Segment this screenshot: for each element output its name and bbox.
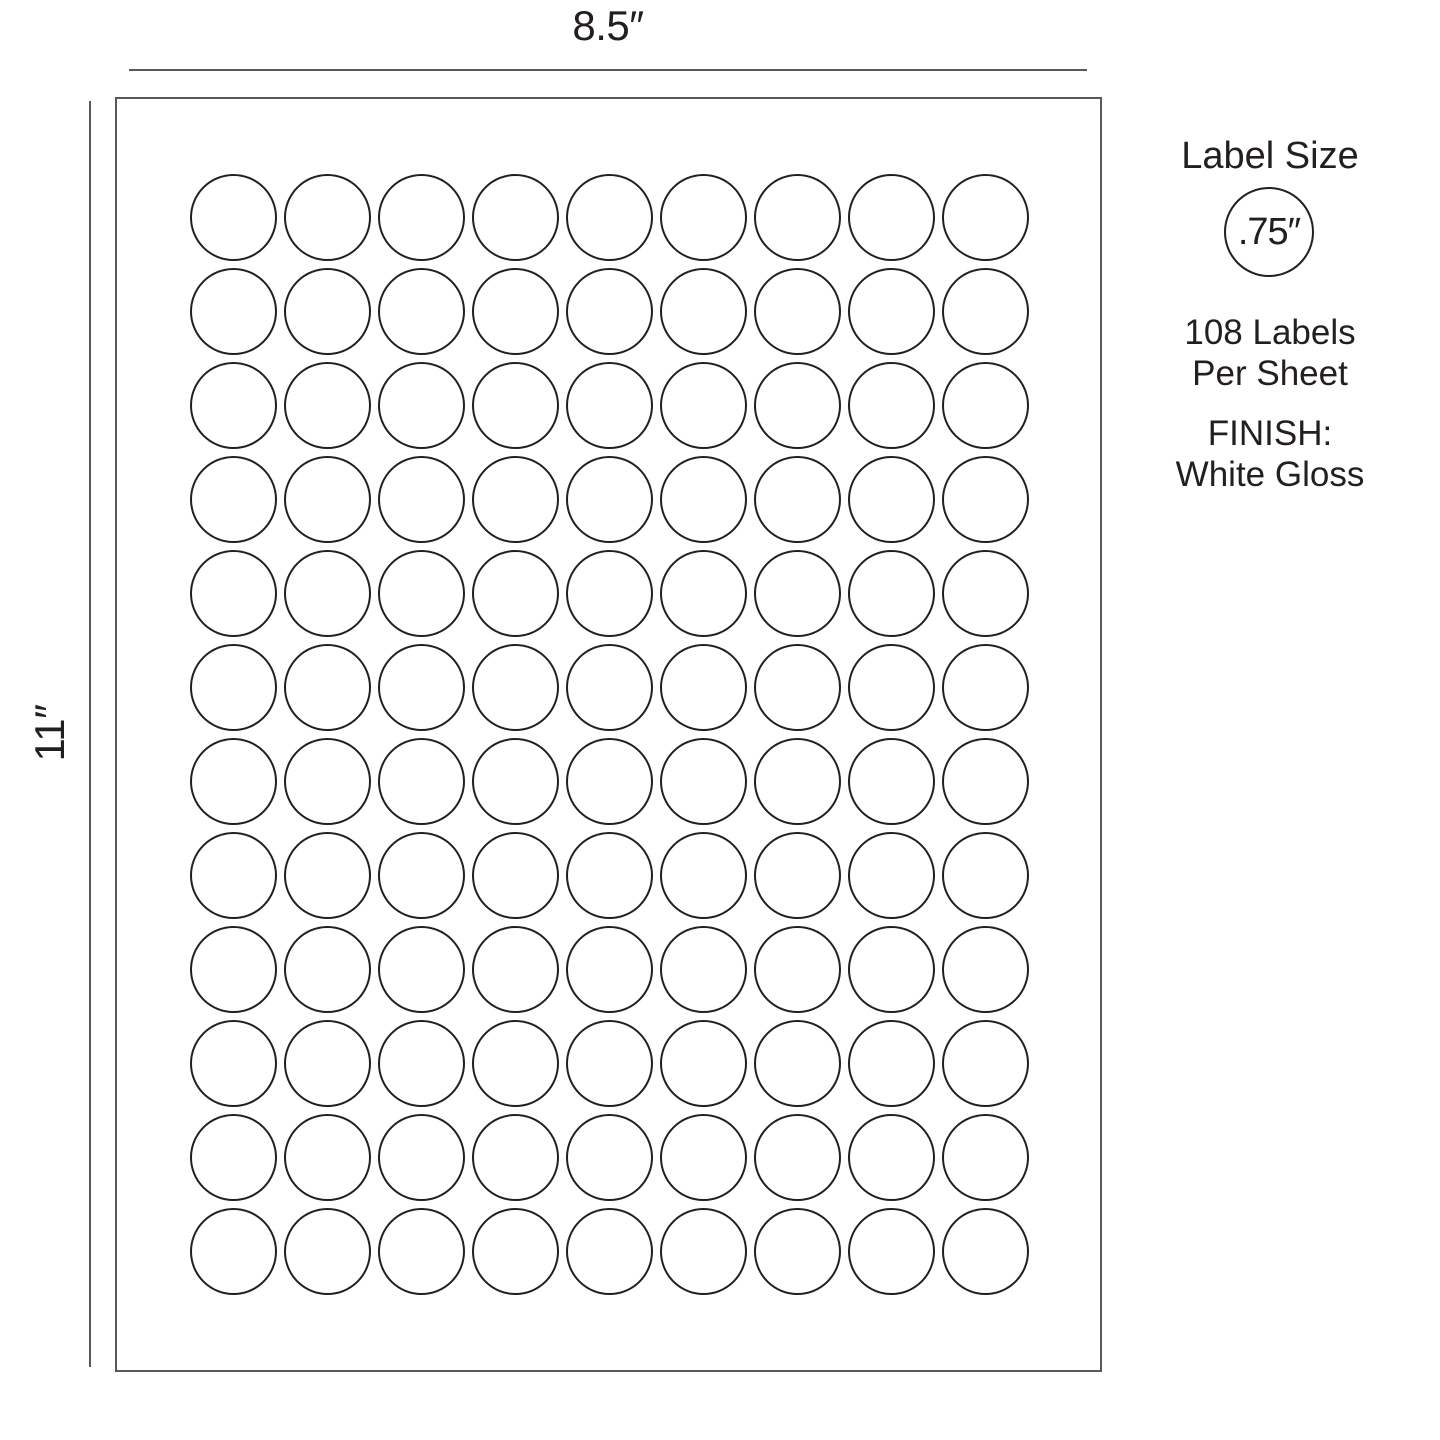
label-circle	[942, 268, 1029, 355]
label-circle	[190, 362, 277, 449]
finish-value: White Gloss	[1175, 455, 1365, 494]
label-circle	[848, 550, 935, 637]
label-circle	[378, 832, 465, 919]
label-circle	[472, 926, 559, 1013]
label-circle	[660, 550, 747, 637]
label-circle	[284, 174, 371, 261]
label-circle	[754, 1020, 841, 1107]
label-circle	[378, 268, 465, 355]
label-circle	[284, 362, 371, 449]
label-circle	[660, 832, 747, 919]
labels-count-line: 108 Labels	[1184, 313, 1356, 352]
label-circle	[284, 1114, 371, 1201]
label-circle	[942, 1020, 1029, 1107]
label-circle	[660, 1020, 747, 1107]
info-panel-title: Label Size	[1181, 135, 1359, 177]
label-circle	[190, 550, 277, 637]
sheet-width-dimension-line	[129, 69, 1087, 71]
label-circle	[942, 550, 1029, 637]
label-circle	[566, 1208, 653, 1295]
label-circle	[660, 738, 747, 825]
label-circle	[190, 832, 277, 919]
label-circle	[660, 268, 747, 355]
sheet-width-label: 8.5″	[572, 2, 644, 49]
label-circle	[848, 174, 935, 261]
label-circle	[378, 926, 465, 1013]
label-circle	[754, 456, 841, 543]
label-circle	[566, 456, 653, 543]
labels-per-sheet-line: Per Sheet	[1192, 354, 1348, 393]
label-circle	[848, 456, 935, 543]
label-circle	[660, 1114, 747, 1201]
label-circle	[660, 1208, 747, 1295]
label-circle	[472, 1208, 559, 1295]
label-circle	[472, 832, 559, 919]
label-circle	[284, 456, 371, 543]
label-circle	[848, 1020, 935, 1107]
label-circle	[566, 1114, 653, 1201]
label-circle	[848, 362, 935, 449]
label-circle	[472, 456, 559, 543]
label-circle	[378, 456, 465, 543]
label-circle	[472, 1020, 559, 1107]
label-circle	[472, 550, 559, 637]
label-circle	[754, 644, 841, 731]
label-circle	[754, 362, 841, 449]
label-circle	[848, 738, 935, 825]
label-circle	[848, 268, 935, 355]
label-circle	[472, 644, 559, 731]
label-circle	[660, 174, 747, 261]
label-circle	[754, 926, 841, 1013]
label-circle	[566, 268, 653, 355]
label-circle	[190, 1208, 277, 1295]
finish-text	[1150, 413, 1390, 495]
label-circle	[284, 1020, 371, 1107]
label-circle	[566, 1020, 653, 1107]
label-circle	[566, 362, 653, 449]
label-circle	[942, 644, 1029, 731]
label-circle	[660, 644, 747, 731]
label-circle	[284, 1208, 371, 1295]
label-circle	[472, 268, 559, 355]
label-circle	[472, 1114, 559, 1201]
label-circle	[378, 644, 465, 731]
label-circle	[942, 832, 1029, 919]
label-circle	[754, 832, 841, 919]
label-circle	[190, 1114, 277, 1201]
label-circle	[566, 174, 653, 261]
label-circle	[754, 550, 841, 637]
label-circle	[942, 738, 1029, 825]
label-circle	[472, 738, 559, 825]
labels-per-sheet-text	[1150, 312, 1390, 394]
label-circle	[754, 1208, 841, 1295]
label-circle	[284, 738, 371, 825]
label-size-value: .75″	[1237, 210, 1301, 253]
label-circle	[566, 926, 653, 1013]
label-size-badge	[1224, 187, 1314, 277]
label-circle	[566, 738, 653, 825]
label-circle	[190, 268, 277, 355]
label-circle	[472, 362, 559, 449]
label-circle	[378, 362, 465, 449]
label-circle	[848, 832, 935, 919]
label-circle	[378, 174, 465, 261]
label-circle	[754, 1114, 841, 1201]
label-circle	[472, 174, 559, 261]
label-sheet	[115, 97, 1102, 1372]
label-circle	[942, 456, 1029, 543]
sheet-height-label: 11″	[26, 704, 73, 762]
label-circle	[942, 362, 1029, 449]
label-circle	[566, 832, 653, 919]
label-circle	[190, 174, 277, 261]
sheet-height-dimension-line	[89, 101, 91, 1367]
label-circle	[190, 456, 277, 543]
label-circle	[942, 1114, 1029, 1201]
label-circle	[848, 644, 935, 731]
label-circle	[284, 550, 371, 637]
label-circle	[754, 268, 841, 355]
label-circle	[284, 644, 371, 731]
label-circle	[754, 738, 841, 825]
label-circle	[378, 738, 465, 825]
label-circle	[566, 644, 653, 731]
label-circle	[190, 1020, 277, 1107]
label-circle	[284, 832, 371, 919]
label-circle	[660, 362, 747, 449]
label-circle	[660, 456, 747, 543]
label-circle	[566, 550, 653, 637]
label-circle	[378, 1114, 465, 1201]
label-circle	[190, 738, 277, 825]
label-circle	[848, 926, 935, 1013]
label-circle	[190, 926, 277, 1013]
label-circle	[942, 174, 1029, 261]
label-circle	[284, 268, 371, 355]
label-circle	[284, 926, 371, 1013]
label-circle	[190, 644, 277, 731]
label-circle	[942, 926, 1029, 1013]
label-circle	[942, 1208, 1029, 1295]
label-circle	[848, 1114, 935, 1201]
label-circle	[378, 550, 465, 637]
label-circle	[754, 174, 841, 261]
label-circle	[378, 1020, 465, 1107]
label-circle	[660, 926, 747, 1013]
label-circle	[378, 1208, 465, 1295]
finish-heading: FINISH:	[1207, 414, 1333, 453]
label-circle	[848, 1208, 935, 1295]
